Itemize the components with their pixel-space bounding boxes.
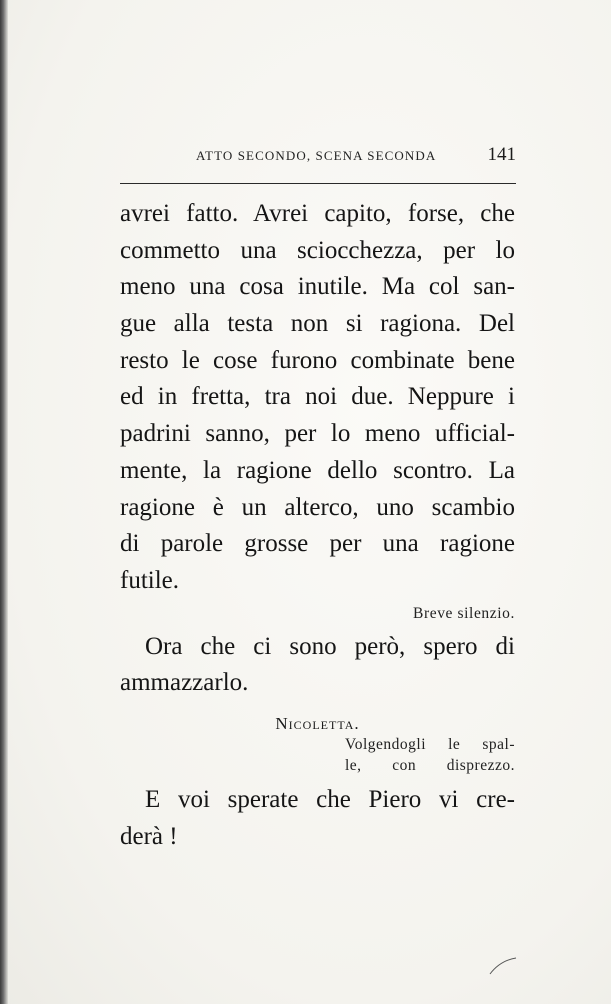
paragraph-3: [120, 782, 515, 855]
text-line: futile.: [120, 566, 180, 594]
page-header: [196, 146, 516, 170]
paragraph-1: [120, 196, 515, 600]
paragraph-2: [120, 629, 515, 702]
text-line: mente, la ragione dello scontro. La: [120, 456, 515, 484]
text-line: padrini sanno, per lo meno ufficial-: [120, 420, 515, 448]
text-line: avrei fatto. Avrei capito, forse, che: [120, 200, 515, 227]
pencil-mark-icon: [488, 956, 518, 976]
text-line: commetto una sciocchezza, per lo: [120, 236, 515, 264]
stage-line: le, con disprezzo.: [345, 757, 515, 774]
stage-direction-silence: Breve silenzio.: [413, 604, 515, 622]
text-line: ed in fretta, tra noi due. Neppure i: [120, 383, 515, 411]
speaker-name: Nicoletta.: [275, 713, 360, 733]
text-line: di parole grosse per una ragione: [120, 530, 515, 558]
page-binding-edge: [0, 0, 8, 1004]
stage-line: Volgendogli le spal-: [345, 736, 515, 753]
text-line: gue alla testa non si ragiona. Del: [120, 310, 515, 338]
text-line: Ora che ci sono però, spero di: [145, 632, 515, 660]
header-rule: [120, 183, 516, 184]
text-line: ammazzarlo.: [120, 669, 249, 697]
text-line: derà !: [120, 822, 178, 850]
page-number: 141: [487, 144, 516, 165]
stage-direction-contempt: [345, 734, 515, 776]
text-line: meno una cosa inutile. Ma col san-: [120, 273, 515, 301]
body-text: [120, 196, 515, 738]
running-head: ATTO SECONDO, SCENA SECONDA: [196, 148, 437, 163]
text-line: resto le cose furono combinate bene: [120, 346, 515, 374]
text-line: E voi sperate che Piero vi cre-: [145, 786, 515, 813]
text-line: ragione è un alterco, uno scambio: [120, 493, 515, 521]
